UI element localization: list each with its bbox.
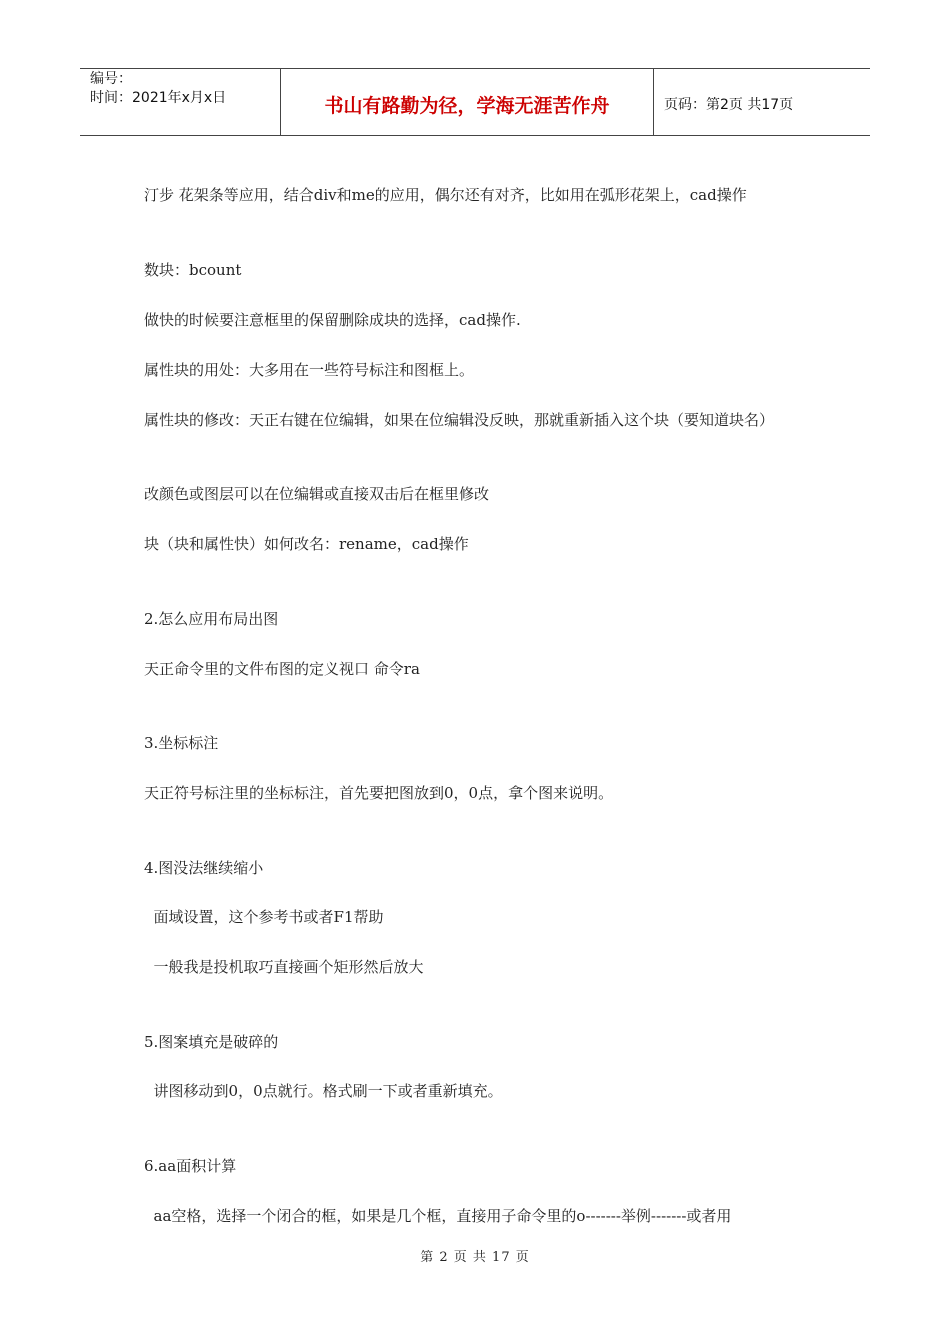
section-heading: 3.坐标标注: [144, 734, 219, 752]
paragraph: 汀步 花架条等应用，结合div和me的应用，偶尔还有对齐，比如用在弧形花架上，cad操作: [144, 186, 747, 204]
paragraph: 天正符号标注里的坐标标注，首先要把图放到0，0点，拿个图来说明。: [144, 784, 614, 802]
section-heading: 5.图案填充是破碎的: [144, 1033, 279, 1051]
paragraph: 属性块的用处：大多用在一些符号标注和图框上。: [144, 361, 475, 379]
header-motto: 书山有路勤为径，学海无涯苦作舟: [281, 69, 654, 135]
section-heading: 6.aa面积计算: [144, 1157, 237, 1175]
paragraph: 改颜色或图层可以在位编辑或直接双击后在框里修改: [144, 485, 490, 503]
header-meta: [80, 69, 281, 135]
section-heading: 2.怎么应用布局出图: [144, 610, 279, 628]
header-date: 时间：2021年x月x日: [90, 90, 227, 106]
paragraph: aa空格，选择一个闭合的框，如果是几个框，直接用子命令里的o-------举例-------或者用: [144, 1207, 732, 1225]
section-heading: 4.图没法继续缩小: [144, 859, 264, 877]
header-page-info: 页码：第2页 共17页: [664, 97, 794, 113]
paragraph: 做快的时候要注意框里的保留删除成块的选择，cad操作.: [144, 311, 521, 329]
paragraph: 面域设置，这个参考书或者F1帮助: [144, 908, 384, 926]
paragraph: 块（块和属性快）如何改名：rename，cad操作: [144, 535, 469, 553]
page-footer: 第 2 页 共 17 页: [420, 1250, 530, 1265]
header-number-label: 编号：: [90, 71, 132, 87]
page-header: [80, 68, 870, 136]
paragraph: 数块：bcount: [144, 261, 242, 279]
paragraph: 属性块的修改：天正右键在位编辑，如果在位编辑没反映，那就重新插入这个块（要知道块名）: [144, 411, 775, 429]
paragraph: 天正命令里的文件布图的定义视口 命令ra: [144, 660, 420, 678]
paragraph: 讲图移动到0，0点就行。格式刷一下或者重新填充。: [144, 1082, 503, 1100]
paragraph: 一般我是投机取巧直接画个矩形然后放大: [144, 958, 424, 976]
